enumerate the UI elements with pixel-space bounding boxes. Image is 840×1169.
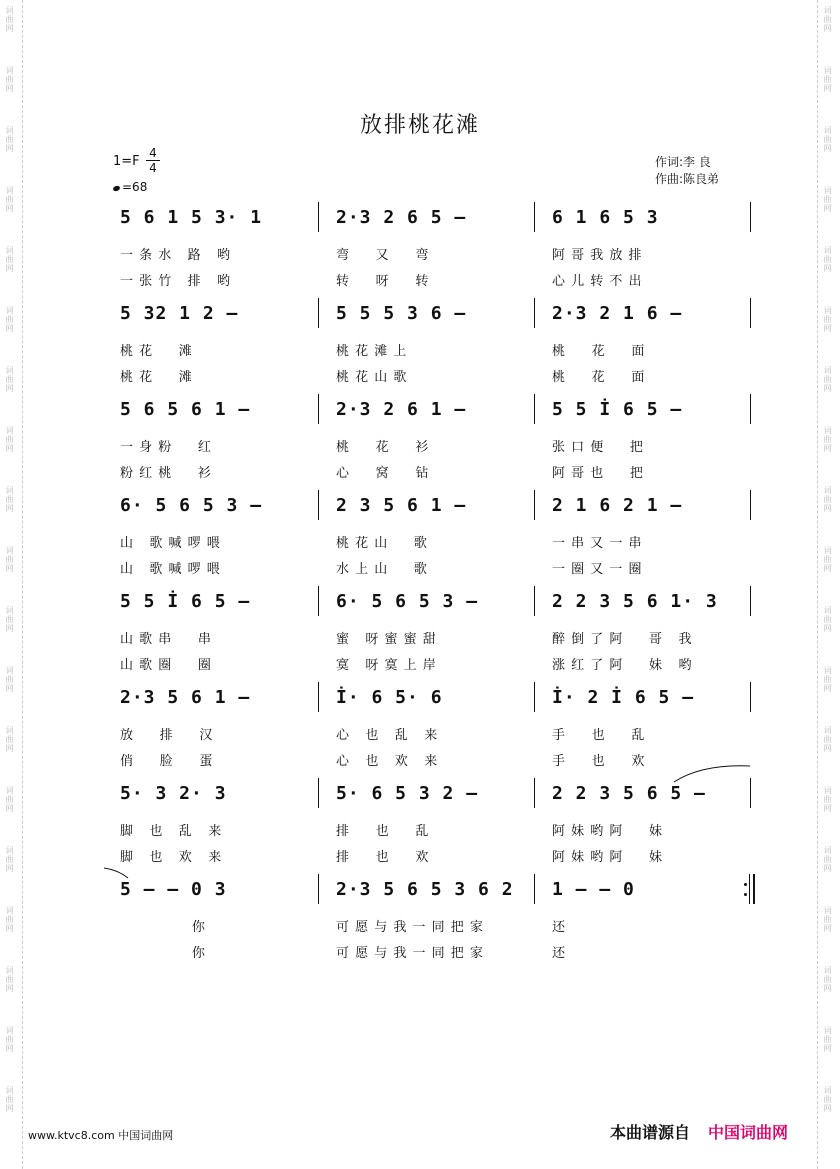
lyric-line: 手 也 乱	[552, 728, 646, 743]
barline	[318, 490, 319, 520]
watermark-text: 词曲网	[823, 606, 832, 633]
lyric-line: 山 歌 串 串	[120, 632, 212, 647]
lyric-line: 张 口 便 把	[552, 440, 644, 455]
watermark-text: 词曲网	[5, 366, 14, 393]
barline	[750, 586, 751, 616]
barline	[534, 202, 535, 232]
watermark-text: 词曲网	[823, 846, 832, 873]
measure: İ· 2 İ 6 5 –	[552, 686, 695, 708]
measure: 6· 5 6 5 3 –	[336, 590, 479, 612]
tempo-marking	[113, 180, 147, 194]
measure: 2·3 5 6 1 –	[120, 686, 251, 708]
measure: 5 5 5 3 6 –	[336, 302, 467, 324]
watermark-text: 词曲网	[5, 666, 14, 693]
score-system	[0, 872, 840, 968]
measure: 2 1 6 2 1 –	[552, 494, 683, 516]
watermark-text: 词曲网	[823, 246, 832, 273]
measure: 2 2 3 5 6 5 –	[552, 782, 706, 804]
lyric-line: 放 排 汉	[120, 728, 214, 743]
lyric-line: 一 圈 又 一 圈	[552, 562, 643, 577]
repeat-dot	[744, 883, 747, 886]
barline	[750, 490, 751, 520]
watermark-text: 词曲网	[5, 906, 14, 933]
watermark-text: 词曲网	[823, 786, 832, 813]
measure: 2 3 5 6 1 –	[336, 494, 467, 516]
watermark-text: 词曲网	[823, 666, 832, 693]
barline	[750, 202, 751, 232]
measure: 5 5 İ 6 5 –	[552, 398, 683, 420]
key-signature: 1=F	[113, 154, 140, 169]
watermark-text: 词曲网	[823, 6, 832, 33]
lyric-line: 阿 妹 哟 阿 妹	[552, 850, 664, 865]
final-barline	[749, 874, 755, 904]
score-system	[0, 776, 840, 872]
watermark-text: 词曲网	[5, 1086, 14, 1113]
lyric-line: 山 歌 喊 啰 喂	[120, 536, 221, 551]
barline	[750, 394, 751, 424]
lyric-line: 一 张 竹 排 哟	[120, 274, 232, 289]
lyric-line: 脚 也 乱 来	[120, 824, 223, 839]
watermark-text: 词曲网	[5, 246, 14, 273]
lyric-line: 桃 花 衫	[336, 440, 430, 455]
barline	[318, 778, 319, 808]
lyric-line: 一 串 又 一 串	[552, 536, 643, 551]
measure: 5 32 1 2 –	[120, 302, 239, 324]
lyric-line: 你	[120, 920, 206, 935]
score-system	[0, 296, 840, 392]
barline	[318, 682, 319, 712]
barline	[318, 202, 319, 232]
measure: 5 6 5 6 1 –	[120, 398, 251, 420]
measure: 2·3 2 6 5 –	[336, 206, 467, 228]
lyric-line: 排 也 乱	[336, 824, 430, 839]
footer-site[interactable]: www.ktvc8.com 中国词曲网	[28, 1129, 174, 1142]
barline	[750, 778, 751, 808]
watermark-text: 词曲网	[5, 306, 14, 333]
footer-brand[interactable]: 中国词曲网	[708, 1123, 789, 1142]
lyric-line: 山 歌 圈 圈	[120, 658, 212, 673]
watermark-text: 词曲网	[823, 486, 832, 513]
measure: 5 6 1 5 3· 1	[120, 206, 263, 228]
lyric-line: 粉 红 桃 衫	[120, 466, 212, 481]
measure: 6 1 6 5 3	[552, 206, 659, 228]
watermark-text: 词曲网	[823, 966, 832, 993]
time-signature-bottom: 4	[146, 160, 160, 175]
barline	[318, 586, 319, 616]
lyric-line: 弯 又 弯	[336, 248, 430, 263]
page-title: 放排桃花滩	[359, 113, 480, 138]
lyric-line: 桃 花 面	[552, 370, 646, 385]
lyric-line: 一 身 粉 红	[120, 440, 212, 455]
watermark-text: 词曲网	[5, 786, 14, 813]
measure: İ· 6 5· 6	[336, 686, 443, 708]
barline	[750, 298, 751, 328]
watermark-text: 词曲网	[823, 1026, 832, 1053]
lyric-line: 蜜 呀 蜜 蜜 甜	[336, 632, 437, 647]
lyric-line: 山 歌 喊 啰 喂	[120, 562, 221, 577]
lyric-line: 你	[120, 946, 206, 961]
footer-source-label: 本曲谱源自	[610, 1123, 691, 1142]
score-system	[0, 392, 840, 488]
lyric-line: 水 上 山 歌	[336, 562, 428, 577]
time-signature	[146, 146, 160, 175]
measure: 2·3 2 1 6 –	[552, 302, 683, 324]
watermark-text: 词曲网	[5, 486, 14, 513]
lyric-line: 阿 哥 也 把	[552, 466, 644, 481]
watermark-text: 词曲网	[823, 66, 832, 93]
measure: 2·3 2 6 1 –	[336, 398, 467, 420]
measure: 5 5 İ 6 5 –	[120, 590, 251, 612]
watermark-text: 词曲网	[823, 306, 832, 333]
lyric-line: 排 也 欢	[336, 850, 430, 865]
lyric-line: 心 也 欢 来	[336, 754, 439, 769]
quarter-note-icon	[112, 185, 120, 192]
barline	[534, 778, 535, 808]
tempo-value: =68	[122, 180, 148, 194]
lyric-line: 醉 倒 了 阿 哥 我	[552, 632, 693, 647]
score-system	[0, 200, 840, 296]
lyric-line: 涨 红 了 阿 妹 哟	[552, 658, 693, 673]
measure: 6· 5 6 5 3 –	[120, 494, 263, 516]
lyric-line: 桃 花 滩	[120, 370, 193, 385]
measure: 5· 3 2· 3	[120, 782, 227, 804]
barline	[750, 682, 751, 712]
watermark-text: 词曲网	[5, 126, 14, 153]
barline	[534, 394, 535, 424]
lyric-line: 还	[552, 920, 567, 935]
lyric-line: 桃 花 滩	[120, 344, 193, 359]
barline	[318, 394, 319, 424]
measure: 2·3 5 6 5 3 6 2	[336, 878, 514, 900]
lyric-line: 阿 妹 哟 阿 妹	[552, 824, 664, 839]
measure: 1 – – 0	[552, 878, 635, 900]
lyric-line: 转 呀 转	[336, 274, 430, 289]
measure: 2 2 3 5 6 1· 3	[552, 590, 718, 612]
footer-source	[610, 1120, 788, 1143]
watermark-text: 词曲网	[5, 426, 14, 453]
time-signature-top: 4	[149, 146, 157, 160]
lyric-line: 桃 花 滩 上	[336, 344, 408, 359]
repeat-dot	[744, 893, 747, 896]
watermark-text: 词曲网	[5, 966, 14, 993]
watermark-text: 词曲网	[5, 186, 14, 213]
watermark-text: 词曲网	[823, 366, 832, 393]
lyric-line: 心 窝 钻	[336, 466, 430, 481]
composer-credit: 作曲:陈良弟	[655, 172, 720, 186]
barline	[318, 298, 319, 328]
lyric-line: 寞 呀 寞 上 岸	[336, 658, 437, 673]
watermark-text: 词曲网	[5, 1026, 14, 1053]
watermark-text: 词曲网	[823, 126, 832, 153]
lyric-line: 心 儿 转 不 出	[552, 274, 643, 289]
watermark-text: 词曲网	[823, 426, 832, 453]
barline	[318, 874, 319, 904]
watermark-text: 词曲网	[5, 6, 14, 33]
lyric-line: 手 也 欢	[552, 754, 646, 769]
barline	[534, 490, 535, 520]
lyric-line: 桃 花 山 歌	[336, 370, 408, 385]
watermark-text: 词曲网	[5, 606, 14, 633]
lyric-line: 还	[552, 946, 567, 961]
watermark-text: 词曲网	[5, 546, 14, 573]
watermark-text: 词曲网	[823, 906, 832, 933]
lyric-line: 阿 哥 我 放 排	[552, 248, 643, 263]
watermark-text: 词曲网	[5, 66, 14, 93]
barline	[534, 682, 535, 712]
lyric-line: 脚 也 欢 来	[120, 850, 223, 865]
barline	[534, 298, 535, 328]
measure: 5· 6 5 3 2 –	[336, 782, 479, 804]
watermark-text: 词曲网	[5, 726, 14, 753]
barline	[534, 586, 535, 616]
barline	[534, 874, 535, 904]
lyric-line: 桃 花 山 歌	[336, 536, 428, 551]
watermark-text: 词曲网	[823, 186, 832, 213]
lyric-line: 心 也 乱 来	[336, 728, 439, 743]
lyric-line: 可 愿 与 我 一 同 把 家	[336, 946, 484, 961]
lyric-line: 俏 脸 蛋	[120, 754, 214, 769]
lyric-line: 桃 花 面	[552, 344, 646, 359]
score-system	[0, 488, 840, 584]
watermark-text: 词曲网	[823, 726, 832, 753]
measure: 5 – – 0 3	[120, 878, 227, 900]
watermark-text: 词曲网	[823, 546, 832, 573]
watermark-text: 词曲网	[5, 846, 14, 873]
lyric-line: 一 条 水 路 哟	[120, 248, 232, 263]
lyric-line: 可 愿 与 我 一 同 把 家	[336, 920, 484, 935]
score-system	[0, 584, 840, 680]
watermark-text: 词曲网	[823, 1086, 832, 1113]
lyricist-credit: 作词:李 良	[655, 155, 711, 169]
